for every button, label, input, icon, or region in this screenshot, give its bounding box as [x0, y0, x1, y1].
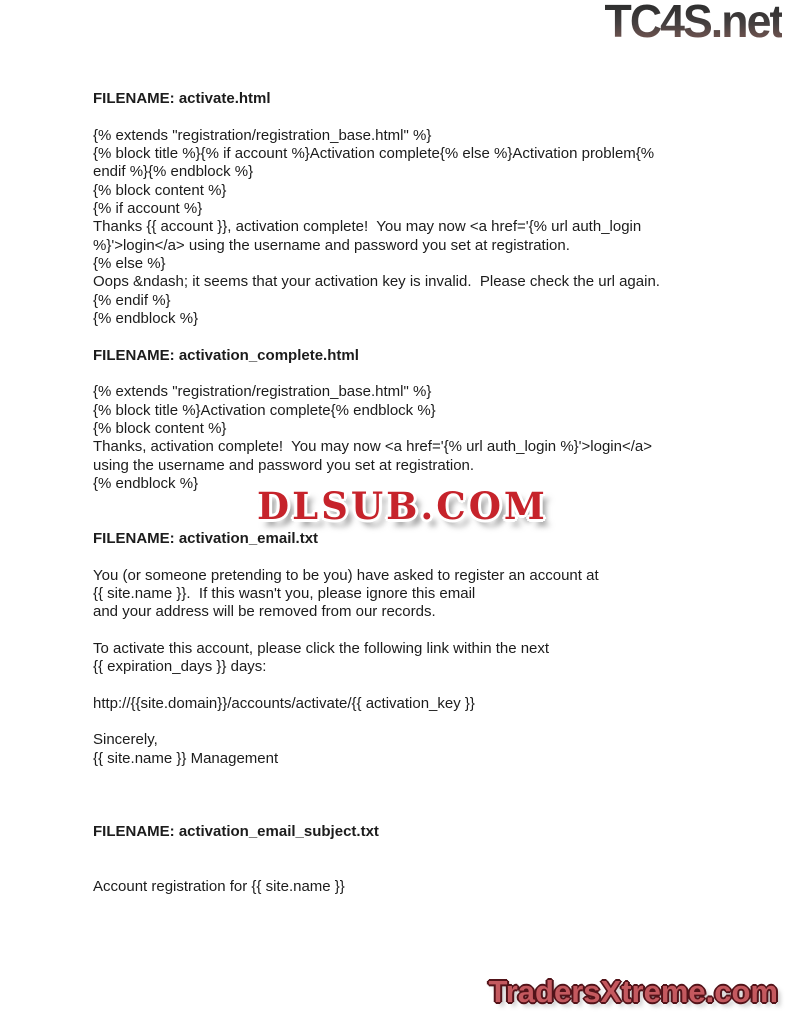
doc-line: [93, 768, 733, 786]
doc-line: using the username and password you set at registration.: [93, 456, 475, 474]
doc-line: Thanks, activation complete! You may now <a href='{% url auth_login %}'>login</a>: [93, 438, 653, 456]
doc-line: {% block content %}: [93, 419, 227, 437]
doc-line: [93, 328, 733, 346]
filename-title: FILENAME: activate.html: [93, 90, 271, 107]
doc-line: [93, 805, 733, 823]
doc-line: [93, 365, 733, 383]
doc-line: {% block title %}{% if account %}Activation complete{% else %}Activation problem{%: [93, 144, 655, 162]
doc-line: {% endblock %}: [93, 309, 199, 327]
dlsub-watermark: DLSUB.COM: [257, 484, 548, 528]
doc-line: To activate this account, please click the following link within the next: [93, 639, 550, 657]
doc-line: {% endblock %}: [93, 474, 199, 492]
doc-line: Account registration for {{ site.name }}: [93, 878, 345, 896]
doc-line: [93, 786, 733, 804]
doc-line: http://{{site.domain}}/accounts/activate/{{ activation_key }}: [93, 694, 475, 712]
filename-title: FILENAME: activation_email_subject.txt: [93, 823, 379, 841]
doc-line: [93, 677, 733, 695]
doc-line: {% if account %}: [93, 199, 203, 217]
doc-line: {% block title %}Activation complete{% endblock %}: [93, 401, 436, 419]
doc-line: {% extends "registration/registration_base.html" %}: [93, 383, 432, 401]
doc-line: {{ site.name }}. If this wasn't you, please ignore this email: [93, 584, 476, 602]
doc-line: %}'>login</a> using the username and password you set at registration.: [93, 236, 570, 254]
doc-line: Thanks {{ account }}, activation complete! You may now <a href='{% url auth_login: [93, 218, 642, 236]
tc4s-logo: TC4S.net: [604, 0, 782, 48]
doc-line: and your address will be removed from our records.: [93, 603, 436, 621]
doc-line: {% extends "registration/registration_base.html" %}: [93, 126, 432, 144]
filename-title: FILENAME: activation_email.txt: [93, 529, 319, 547]
tradersxtreme-watermark: TradersXtreme.com: [488, 974, 778, 1009]
doc-line: Oops &ndash; it seems that your activation key is invalid. Please check the url again.: [93, 273, 660, 291]
doc-line: {{ expiration_days }} days:: [93, 658, 267, 676]
doc-line: endif %}{% endblock %}: [93, 163, 254, 181]
doc-line: [93, 548, 733, 566]
doc-line: {% else %}: [93, 254, 166, 272]
doc-line: {% endif %}: [93, 291, 171, 309]
doc-line: {% block content %}: [93, 181, 227, 199]
doc-line: [93, 860, 733, 878]
doc-line: You (or someone pretending to be you) have asked to register an account at: [93, 566, 599, 584]
doc-line: {{ site.name }} Management: [93, 749, 279, 767]
doc-line: Sincerely,: [93, 731, 158, 749]
filename-title: FILENAME: activation_complete.html: [93, 346, 359, 364]
doc-line: [93, 841, 733, 859]
doc-line: [93, 713, 733, 731]
doc-line: [93, 108, 733, 126]
doc-line: [93, 622, 733, 640]
